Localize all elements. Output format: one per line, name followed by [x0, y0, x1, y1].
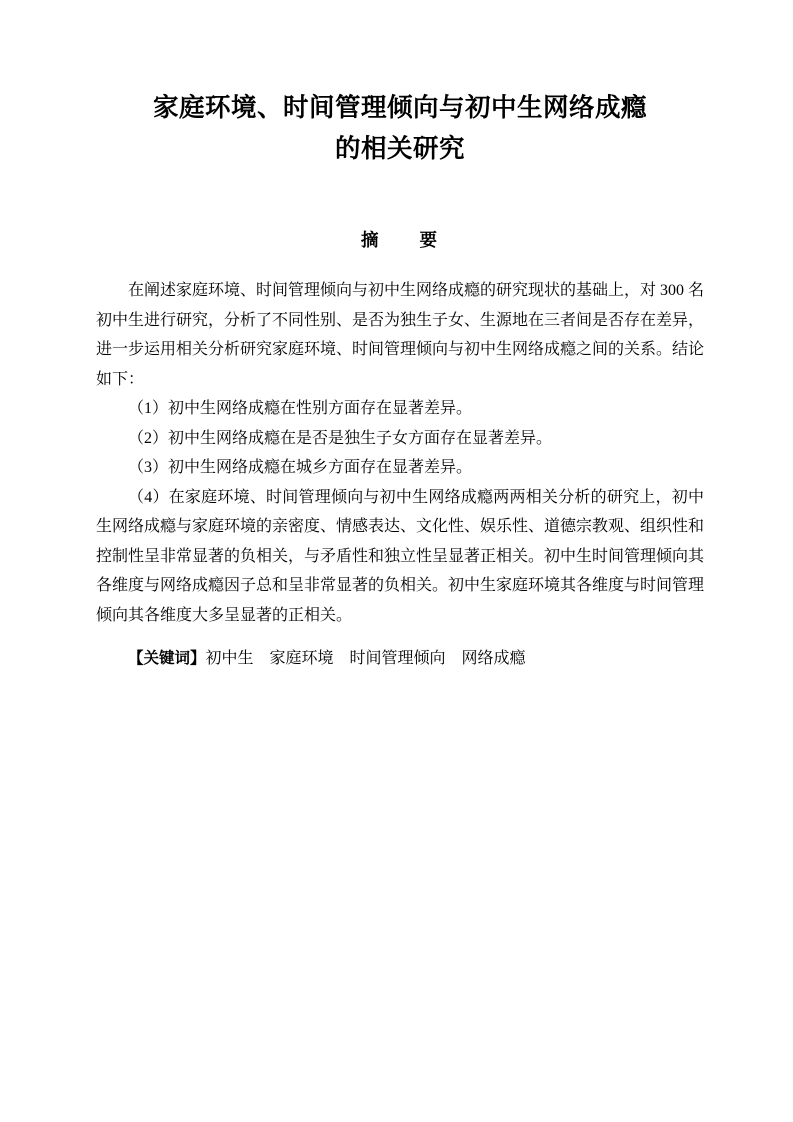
abstract-heading: 摘 要: [361, 231, 439, 251]
page-title-line-2: 的相关研究: [334, 134, 465, 164]
page-title-line-1: 家庭环境、时间管理倾向与初中生网络成瘾: [152, 93, 647, 123]
abstract-body: [96, 252, 704, 630]
abstract-conclusion-4: （4）在家庭环境、时间管理倾向与初中生网络成瘾两两相关分析的研究上，初中生网络成瘾与家庭环境的亲密度、情感表达、文化性、娱乐性、道德宗教观、组织性和控制性呈非常显著的负相关，与矛盾性和独立性呈显著正相关。初中生时间管理倾向其各维度与网络成瘾因子总和呈非常显著的负相关。初中生家庭环境其各维度与时间管理倾向其各维度大多呈显著的正相关。: [96, 488, 705, 624]
page-content: [96, 0, 704, 674]
abstract-conclusion-1: （1）初中生网络成瘾在性别方面存在显著差异。: [128, 400, 473, 417]
keywords-line: [96, 630, 704, 674]
abstract-conclusion-2: （2）初中生网络成瘾在是否是独生子女方面存在显著差异。: [128, 429, 553, 447]
keywords-label: 【关键词】: [128, 649, 206, 667]
page-title: [96, 0, 704, 170]
abstract-paragraph: 在阐述家庭环境、时间管理倾向与初中生网络成瘾的研究现状的基础上，对 300 名初中生进行研究，分析了不同性别、是否为独生子女、生源地在三者间是否存在差异，进一步运用相关分析研究家庭环境、时间管理倾向与初中生网络成瘾之间的关系。结论如下：: [96, 282, 705, 388]
abstract-conclusion-3: （3）初中生网络成瘾在城乡方面存在显著差异。: [128, 459, 473, 476]
keywords-values: 初中生 家庭环境 时间管理倾向 网络成瘾: [205, 650, 526, 667]
